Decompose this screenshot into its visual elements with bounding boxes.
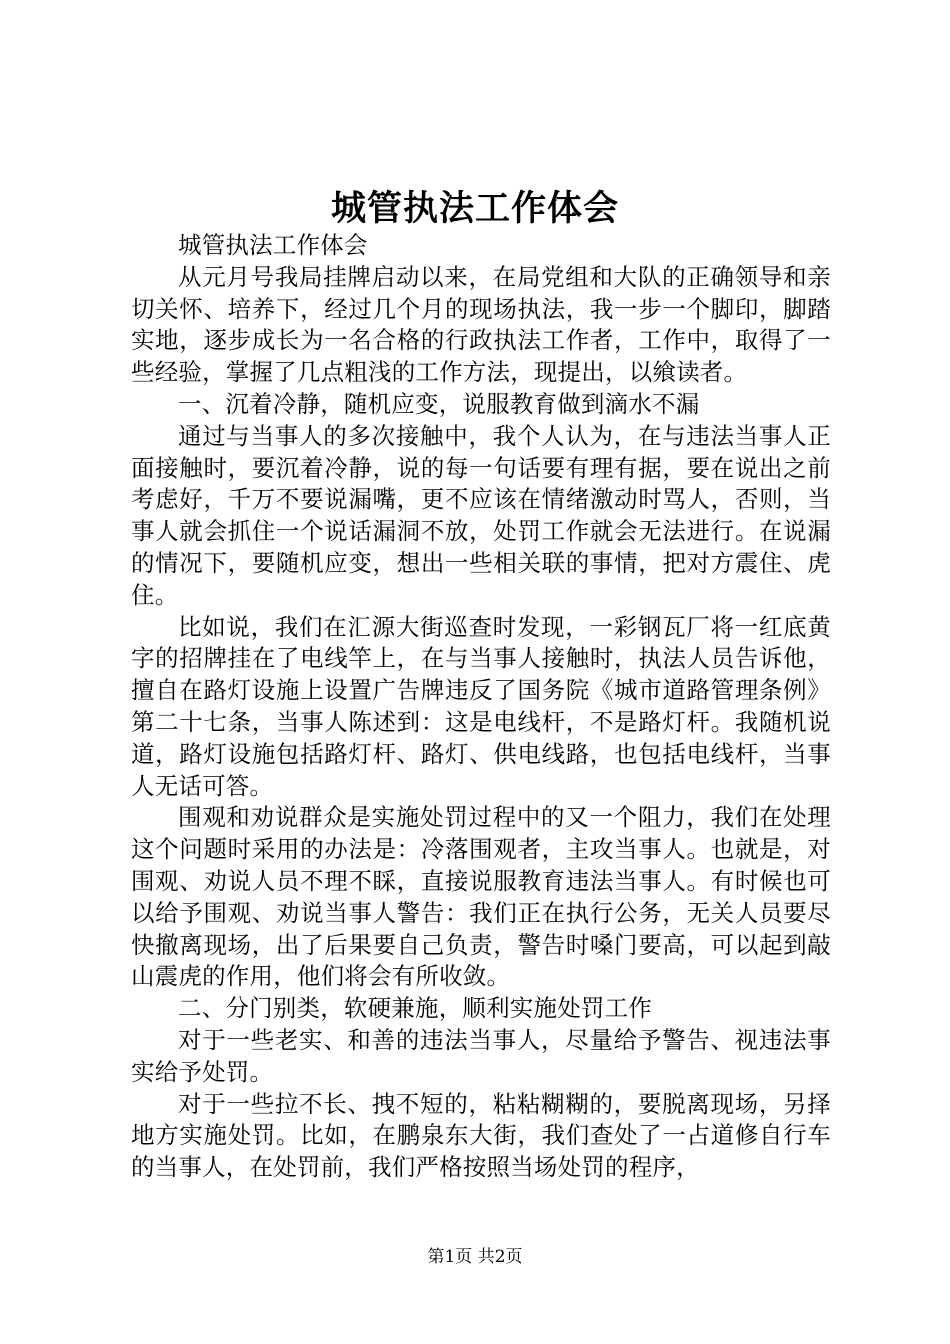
paragraph: 围观和劝说群众是实施处罚过程中的又一个阻力，我们在处理这个问题时采用的办法是：冷落围观者，主攻当事人。也就是，对围观、劝说人员不理不睬，直接说服教育违法当事人。有时候也可以给予围观、劝说当事人警告：我们正在执行公务，无关人员要尽快撤离现场，出了后果要自己负责，警告时嗓门要高，可以起到敲山震虎的作用，他们将会有所收敛。 (131, 803, 831, 991)
paragraph: 比如说，我们在汇源大街巡查时发现，一彩钢瓦厂将一红底黄字的招牌挂在了电线竿上，在与当事人接触时，执法人员告诉他，擅自在路灯设施上设置广告牌违反了国务院《城市道路管理条例》第二十七条，当事人陈述到：这是电线杆，不是路灯杆。我随机说道，路灯设施包括路灯杆、路灯、供电线路，也包括电线杆，当事人无话可答。 (131, 612, 831, 800)
section-heading-1: 一、沉着冷静，随机应变，说服教育做到滴水不漏 (178, 389, 700, 418)
paragraph: 通过与当事人的多次接触中，我个人认为，在与违法当事人正面接触时，要沉着冷静，说的每一句话要有理有据，要在说出之前考虑好，千万不要说漏嘴，更不应该在情绪激动时骂人，否则，当事人就会抓住一个说话漏洞不放，处罚工作就会无法进行。在说漏的情况下，要随机应变，想出一些相关联的事情，把对方震住、虎住。 (131, 421, 831, 609)
paragraph-intro: 从元月号我局挂牌启动以来，在局党组和大队的正确领导和亲切关怀、培养下，经过几个月的现场执法，我一步一个脚印，脚踏实地，逐步成长为一名合格的行政执法工作者，工作中，取得了一些经验，掌握了几点粗浅的工作方法，现提出，以飨读者。 (131, 262, 831, 387)
paragraph-subtitle: 城管执法工作体会 (178, 231, 368, 259)
page-footer: 第1页 共2页 (427, 1247, 523, 1267)
document-title: 城管执法工作体会 (330, 188, 619, 229)
section-heading-2: 二、分门别类，软硬兼施，顺利实施处罚工作 (178, 994, 652, 1023)
paragraph: 对于一些拉不长、拽不短的，粘粘糊糊的，要脱离现场，另择地方实施处罚。比如，在鹏泉东大街，我们查处了一占道修自行车的当事人，在处罚前，我们严格按照当场处罚的程序， (131, 1089, 831, 1182)
document-body (131, 230, 831, 1184)
paragraph: 对于一些老实、和善的违法当事人，尽量给予警告、视违法事实给予处罚。 (131, 1025, 831, 1086)
